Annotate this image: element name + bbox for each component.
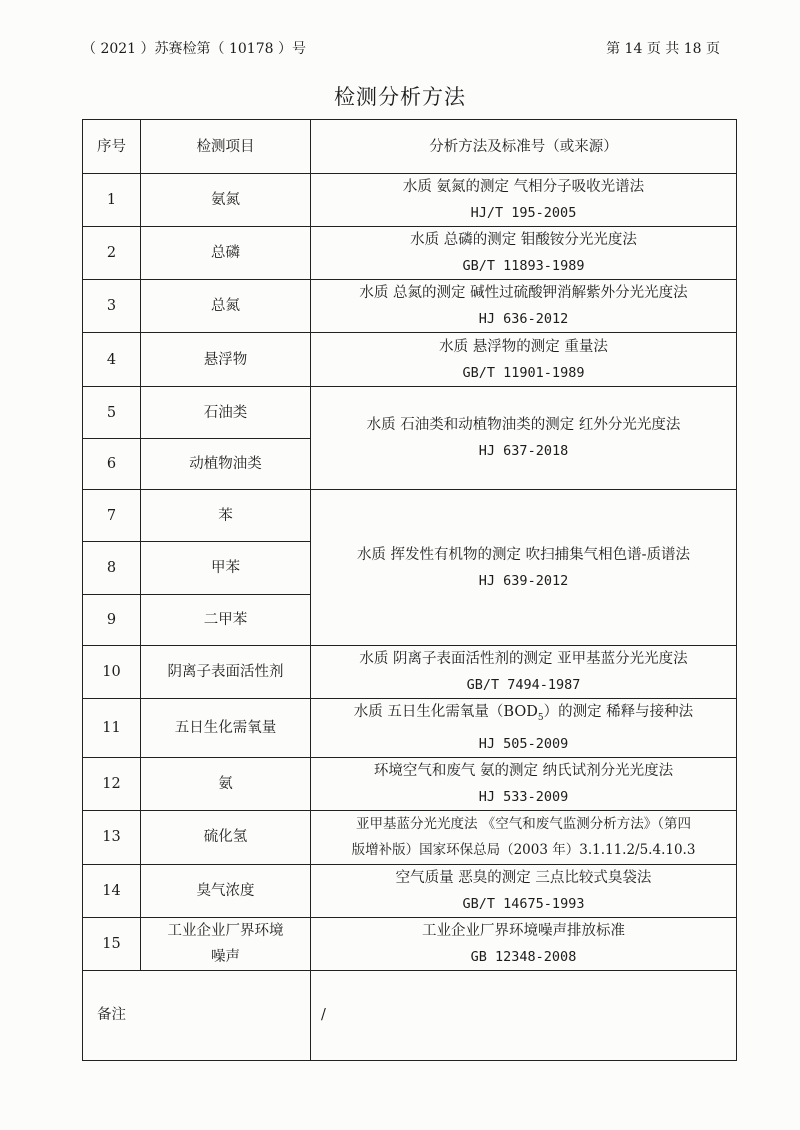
- remarks-row: [83, 970, 737, 1060]
- row-no: 8: [83, 542, 141, 595]
- row-method: [311, 333, 737, 387]
- remarks-value: /: [311, 970, 737, 1060]
- method-name: 水质 总氮的测定 碱性过硫酸钾消解紫外分光光度法: [359, 285, 688, 301]
- row-method: [311, 699, 737, 758]
- method-standard: HJ/T 195-2005: [470, 205, 577, 221]
- row-method: [311, 757, 737, 810]
- row-item: 氨: [141, 757, 311, 810]
- row-method: [311, 174, 737, 227]
- row-method: [311, 280, 737, 333]
- table-row: [83, 174, 737, 227]
- row-item: 悬浮物: [141, 333, 311, 387]
- table-row: [83, 810, 737, 864]
- table-row: [83, 757, 737, 810]
- page-title: 检测分析方法: [334, 85, 466, 109]
- row-no: 7: [83, 490, 141, 542]
- method-standard: GB/T 14675-1993: [462, 895, 585, 912]
- row-item: 总磷: [141, 227, 311, 280]
- column-header-method: 分析方法及标准号（或来源）: [311, 120, 737, 174]
- method-standard: HJ 636-2012: [478, 311, 569, 327]
- method-name: 水质 总磷的测定 钼酸铵分光光度法: [410, 232, 637, 248]
- method-subscript: 5: [537, 712, 544, 723]
- row-item: 甲苯: [141, 542, 311, 595]
- method-standard: GB/T 7494-1987: [466, 677, 581, 693]
- table-row: [83, 227, 737, 280]
- method-source: 版增补版）国家环保总局（2003 年）3.1.11.2/5.4.10.3: [351, 842, 696, 859]
- method-name-part-a: 水质 五日生化需氧量（BOD: [353, 704, 538, 720]
- method-standard: HJ 639-2012: [478, 572, 569, 589]
- row-item: 氨氮: [141, 174, 311, 227]
- method-name-part-b: ）的测定 稀释与接种法: [543, 704, 694, 720]
- row-method: [311, 490, 737, 646]
- row-item: 工业企业厂界环境噪声: [141, 917, 311, 970]
- table-row: [83, 699, 737, 758]
- row-no: 12: [83, 757, 141, 810]
- row-no: 1: [83, 174, 141, 227]
- page-info: 第 14 页 共 18 页: [606, 41, 720, 57]
- method-standard: GB 12348-2008: [470, 948, 577, 965]
- row-no: 9: [83, 595, 141, 646]
- table-row: [83, 387, 737, 439]
- row-item: 总氮: [141, 280, 311, 333]
- table-row: [83, 490, 737, 542]
- row-method: [311, 810, 737, 864]
- remarks-label: 备注: [83, 970, 311, 1060]
- row-no: 14: [83, 864, 141, 917]
- row-no: 4: [83, 333, 141, 387]
- report-number: （ 2021 ）苏赛检第（ 10178 ）号: [82, 41, 306, 57]
- method-standard: GB/T 11893-1989: [462, 258, 585, 274]
- row-no: 6: [83, 439, 141, 490]
- table-row: [83, 917, 737, 970]
- row-item: 动植物油类: [141, 439, 311, 490]
- table-header-row: [83, 120, 737, 174]
- row-item: 二甲苯: [141, 595, 311, 646]
- method-standard: HJ 533-2009: [478, 788, 569, 805]
- table-row: [83, 646, 737, 699]
- methods-table: [82, 119, 737, 1061]
- row-no: 3: [83, 280, 141, 333]
- method-standard: HJ 505-2009: [478, 735, 569, 752]
- table-row: [83, 864, 737, 917]
- method-name: 工业企业厂界环境噪声排放标准: [422, 922, 625, 939]
- row-no: 2: [83, 227, 141, 280]
- column-header-no: 序号: [83, 120, 141, 174]
- row-method: [311, 917, 737, 970]
- column-header-item: 检测项目: [141, 120, 311, 174]
- method-name: [315, 699, 732, 731]
- table-row: [83, 280, 737, 333]
- row-no: 5: [83, 387, 141, 439]
- method-name: 水质 氨氮的测定 气相分子吸收光谱法: [402, 179, 645, 195]
- row-method: [311, 646, 737, 699]
- row-item: 臭气浓度: [141, 864, 311, 917]
- table-row: [83, 333, 737, 387]
- row-item: 石油类: [141, 387, 311, 439]
- row-no: 11: [83, 699, 141, 758]
- row-method: [311, 864, 737, 917]
- row-method: [311, 387, 737, 490]
- method-standard: GB/T 11901-1989: [462, 364, 585, 381]
- row-item: 硫化氢: [141, 810, 311, 864]
- row-no: 15: [83, 917, 141, 970]
- method-name: 亚甲基蓝分光光度法 《空气和废气监测分析方法》（第四: [355, 816, 692, 833]
- row-item: 五日生化需氧量: [141, 699, 311, 758]
- row-no: 10: [83, 646, 141, 699]
- method-name: 环境空气和废气 氨的测定 纳氏试剂分光光度法: [373, 762, 674, 779]
- row-method: [311, 227, 737, 280]
- method-name: 空气质量 恶臭的测定 三点比较式臭袋法: [395, 869, 652, 886]
- method-name: 水质 挥发性有机物的测定 吹扫捕集气相色谱-质谱法: [356, 546, 691, 563]
- method-name: 水质 悬浮物的测定 重量法: [439, 338, 608, 355]
- method-name: 水质 石油类和动植物油类的测定 红外分光光度法: [366, 417, 681, 433]
- row-no: 13: [83, 810, 141, 864]
- row-item: 苯: [141, 490, 311, 542]
- method-standard: HJ 637-2018: [478, 443, 569, 459]
- method-name: 水质 阴离子表面活性剂的测定 亚甲基蓝分光光度法: [359, 651, 688, 667]
- row-item: 阴离子表面活性剂: [141, 646, 311, 699]
